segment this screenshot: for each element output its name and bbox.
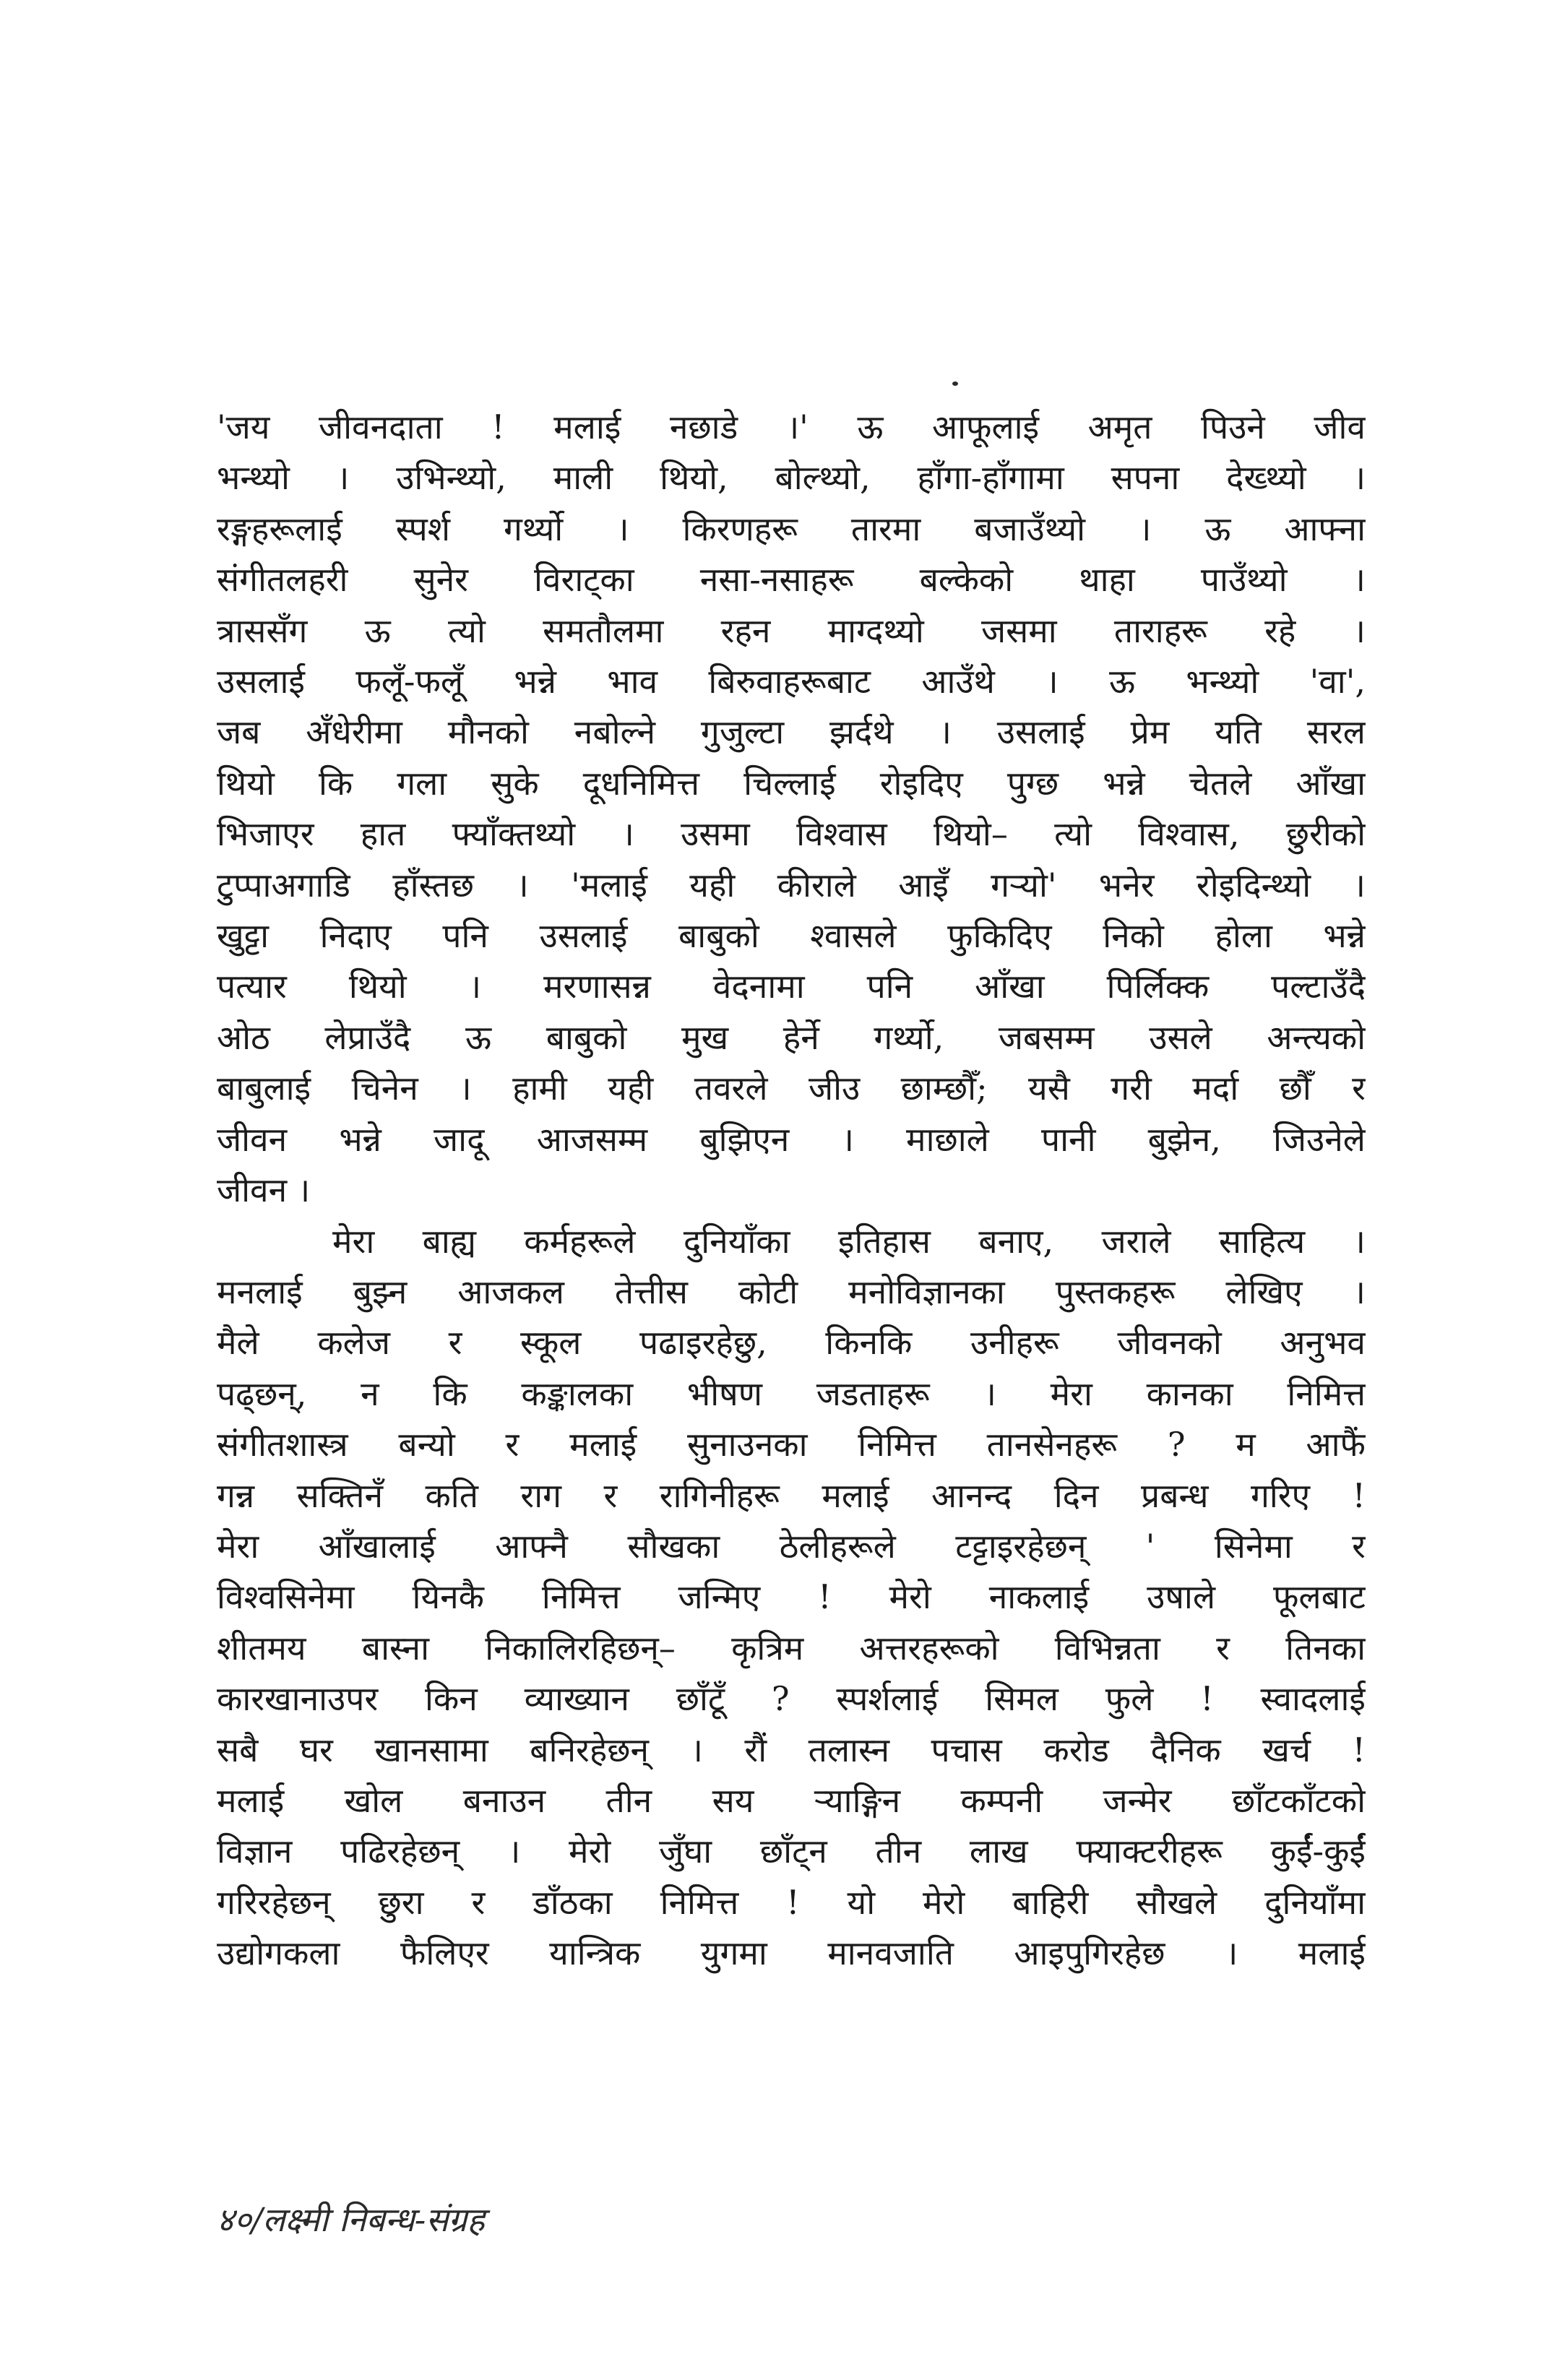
text-line: विश्वसिनेमा यिनकै निमित्त जन्मिए ! मेरो नाकलाई उषाले फूलबाट xyxy=(217,1577,1366,1617)
text-line: गरिरहेछन् छुरा र डाँठका निमित्त ! यो मेरो बाहिरी सौखले दुनियाँमा xyxy=(217,1882,1366,1922)
text-line: संगीतशास्त्र बन्यो र मलाई सुनाउनका निमित्त तानसेनहरू ? म आफैं xyxy=(217,1425,1366,1465)
text-line: शीतमय बास्ना निकालिरहिछन्– कृत्रिम अत्तरहरूको विभिन्नता र तिनका xyxy=(217,1628,1366,1668)
text-line: सबै घर खानसामा बनिरहेछन् । रौं तलास्न पचास करोड दैनिक खर्च ! xyxy=(217,1730,1366,1769)
text-line: मेरा आँखालाई आफ्नै सौखका ठेलीहरूले टट्टाइरहेछन् ' सिनेमा र xyxy=(217,1526,1366,1566)
print-speck xyxy=(952,381,958,386)
text-line: जब अँधेरीमा मौनको नबोल्ने गुजुल्टा झर्दथे । उसलाई प्रेम यति सरल xyxy=(217,712,1366,752)
text-line: उद्योगकला फैलिएर यान्त्रिक युगमा मानवजाति आइपुगिरहेछ । मलाई xyxy=(217,1933,1366,1973)
text-line: गन्न सक्तिनँ कति राग र रागिनीहरू मलाई आनन्द दिन प्रबन्ध गरिए ! xyxy=(217,1475,1366,1515)
paragraph-1 xyxy=(217,402,1366,1216)
text-line: जीवन । xyxy=(217,1170,311,1210)
text-line: टुप्पाअगाडि हाँस्तछ । 'मलाई यही कीराले आइँ गऱ्यो' भनेर रोइदिन्थ्यो । xyxy=(217,865,1366,905)
text-line: 'जय जीवनदाता ! मलाई नछाडे ।' ऊ आफूलाई अमृत पिउने जीव xyxy=(217,408,1366,447)
text-line: ओठ लेप्राउँदै ऊ बाबुको मुख हेर्ने गर्थ्यो, जबसम्म उसले अन्त्यको xyxy=(217,1017,1366,1057)
text-line: मैले कलेज र स्कूल पढाइरहेछु, किनकि उनीहरू जीवनको अनुभव xyxy=(217,1323,1366,1363)
text-line: कारखानाउपर किन व्याख्यान छाँटूँ ? स्पर्शलाई सिमल फुले ! स्वादलाई xyxy=(217,1679,1366,1719)
page-footer: ४०/लक्ष्मी निबन्ध-संग्रह xyxy=(217,2200,485,2239)
text-line: थियो कि गला सुके दूधनिमित्त चिल्लाई रोइदिए पुग्छ भन्ने चेतले आँखा xyxy=(217,763,1366,803)
text-line: भिजाएर हात फ्याँक्तथ्यो । उसमा विश्वास थियो– त्यो विश्वास, छुरीको xyxy=(217,814,1366,854)
text-line: पत्यार थियो । मरणासन्न वेदनामा पनि आँखा पिर्लिक्क पल्टाउँदै xyxy=(217,967,1366,1006)
text-line: उसलाई फलूँ-फलूँ भन्ने भाव बिरुवाहरूबाट आउँथे । ऊ भन्थ्यो 'वा', xyxy=(217,662,1366,702)
paragraph-2 xyxy=(217,1216,1366,1979)
body-text xyxy=(217,402,1366,1979)
text-line: खुट्टा निदाए पनि उसलाई बाबुको श्वासले फुकिदिए निको होला भन्ने xyxy=(217,916,1366,956)
text-line: त्राससँग ऊ त्यो समतौलमा रहन माग्दथ्यो जसमा ताराहरू रहे । xyxy=(217,611,1366,650)
text-line: विज्ञान पढिरहेछन् । मेरो जुँघा छाँट्न तीन लाख फ्याक्टरीहरू कुईं-कुईं xyxy=(217,1832,1366,1871)
text-line: पढ्छन्, न कि कङ्कालका भीषण जडताहरू । मेरा कानका निमित्त xyxy=(217,1374,1366,1413)
text-line: जीवन भन्ने जादू आजसम्म बुझिएन । माछाले पानी बुझेन, जिउनेले xyxy=(217,1119,1366,1159)
text-line: भन्थ्यो । उभिन्थ्यो, माली थियो, बोल्थ्यो, हाँगा-हाँगामा सपना देख्थ्यो । xyxy=(217,458,1366,498)
text-line: संगीतलहरी सुनेर विराट्का नसा-नसाहरू बल्केको थाहा पाउँथ्यो । xyxy=(217,560,1366,600)
text-line: रङ्गहरूलाई स्पर्श गर्थ्यो । किरणहरू तारमा बजाउँथ्यो । ऊ आफ्ना xyxy=(217,509,1366,548)
text-line: मलाई खोल बनाउन तीन सय ऱ्याङ्गिन कम्पनी जन्मेर छाँटकाँटको xyxy=(217,1780,1366,1820)
text-line: मेरा बाह्य कर्महरूले दुनियाँका इतिहास बनाए, जराले साहित्य । xyxy=(332,1221,1366,1261)
text-line: बाबुलाई चिनेन । हामी यही तवरले जीउ छाम्छौँ; यसै गरी मर्दा छौँ र xyxy=(217,1069,1366,1108)
text-line: मनलाई बुझ्न आजकल तेत्तीस कोटी मनोविज्ञानका पुस्तकहरू लेखिए । xyxy=(217,1272,1366,1311)
